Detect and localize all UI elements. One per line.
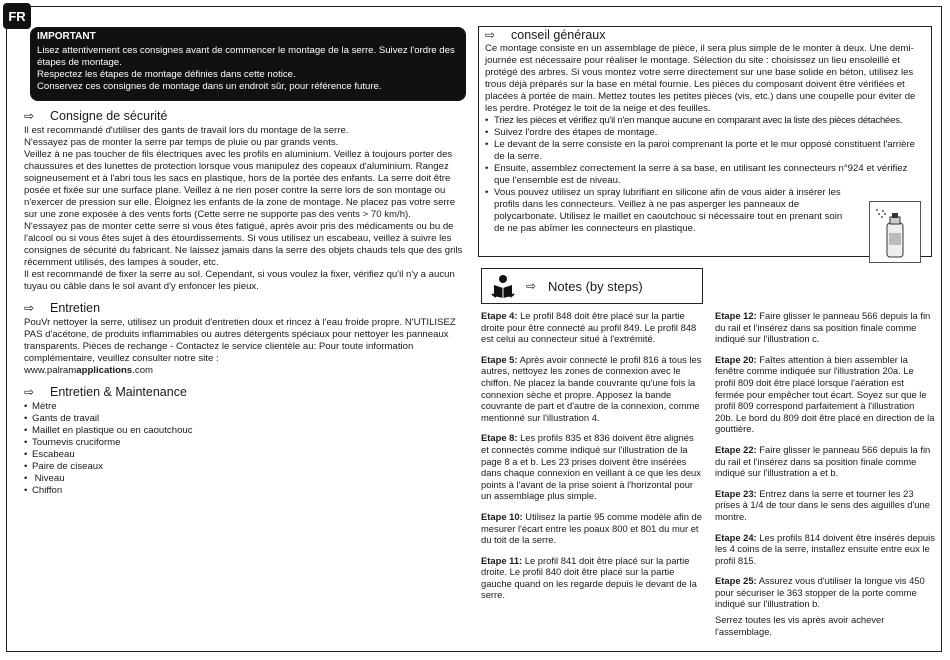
url-suffix: .com <box>132 365 154 376</box>
arrow-right-outline-icon: ⇨ <box>526 279 537 293</box>
conseil-heading <box>485 29 925 41</box>
website-link[interactable] <box>24 365 464 377</box>
step-note <box>715 488 935 523</box>
step-text: Faire glisser le panneau 566 depuis la fin du rail et l'insérez dans sa position finale comme indiqué sur l'illustration a et b. <box>715 443 931 479</box>
arrow-right-outline-icon: ⇨ <box>485 28 496 42</box>
step-text: Les profils 814 doivent être insérés depuis les 4 coins de la serre, installez ensuite entre eux le profil 815. <box>715 531 935 566</box>
list-item: • Gants de travail <box>24 413 464 425</box>
closing-note: Serrez toutes les vis après avoir achever l'assemblage. <box>715 614 885 637</box>
important-title: IMPORTANT <box>37 31 96 42</box>
step-text: Les profils 835 et 836 doivent être alignés et connectés comme indiqué sur l'illustration de la page 8 a et b. Les 23 prises doivent être insérées dans chaque connexion en veillant à ce que les deux points à l'avant de la prise soient à l'horizontal pour un assemblage plus simple. <box>481 432 701 502</box>
conseil-box <box>478 26 932 257</box>
entretien-section <box>24 302 464 377</box>
safety-paragraph: N'essayez pas de monter la serre par temps de pluie ou par grands vents. <box>24 137 339 148</box>
conseil-intro: Ce montage consiste en un assemblage de pièce, il sera plus simple de le monter à deux. Une demi-journée est nécessaire pour réaliser le montage. Sélection du site : choisissez un lieu ensoleillé et protégé des arbres. Si vous montez votre serre directement sur une base solide en béton, utilisez les trous déjà préparés sur la base en métal fournie. Les pièces du composant doivent être vérifiées et placées à portée de main. Mettez toutes les petites pièces (vis, etc.) dans une coupelle pour éviter de les perdre. Protégez le toit de la neige et des feuilles. <box>485 43 916 114</box>
list-item: • Tournevis cruciforme <box>24 437 464 449</box>
step-note <box>715 310 935 345</box>
step-note <box>481 555 703 601</box>
arrow-right-outline-icon: ⇨ <box>24 109 35 123</box>
step-note <box>715 354 935 435</box>
safety-paragraph: Veillez à ne pas toucher de fils électriques avec les profils en aluminium. Veillez à toujours porter des chaussures et des lunettes de protection lorsque vous manipulez des copeaux d'aluminium. Rangez soigneusement et à l'abri tous les sacs en plastique, hors de la portée des enfants. La serre doit être posée et fixée sur une surface plane. Veillez à ne rien poser contre la serre lors de son montage ou n'exercer de pression sur elle. Éloignez les enfants de la zone de montage. Ne placez pas votre serre sur une zone exposée à des vents forts (Cette serre ne supporte pas des vents > 70 km/h). <box>24 149 456 220</box>
arrow-right-outline-icon: ⇨ <box>24 385 35 399</box>
conseil-heading-text: conseil généraux <box>511 28 606 42</box>
step-text: Assurez vous d'utiliser la longue vis 450 pour sécuriser le 363 stopper de la porte comme indiqué sur l'illustration b. <box>715 575 925 610</box>
steps-column-1 <box>481 310 703 610</box>
person-reading-icon <box>490 273 516 299</box>
maintenance-heading <box>24 386 464 398</box>
safety-paragraph: Il est recommandé de fixer la serre au sol. Cependant, si vous voulez la fixer, vérifiez qu'il n'y a aucun tuyau ou câble dans le sol avant d'y enfoncer les pieux. <box>24 269 455 292</box>
list-item: • Maillet en plastique ou en caoutchouc <box>24 425 464 437</box>
step-label: Etape 25: <box>715 575 757 587</box>
step-text: Faire glisser le panneau 566 depuis la fin du rail et l'insérez dans sa position finale comme indiqué sur l'illustration c. <box>715 310 931 345</box>
safety-paragraph: Il est recommandé d'utiliser des gants de travail lors du montage de la serre. <box>24 125 349 136</box>
url-bold: applications <box>76 365 133 376</box>
step-label: Etape 20: <box>715 353 757 365</box>
list-item: • Suivez l'ordre des étapes de montage. <box>485 127 925 139</box>
url-prefix: www.palram <box>24 365 77 376</box>
safety-section <box>24 110 464 293</box>
list-item: • Niveau <box>24 473 464 485</box>
notes-header <box>481 268 703 304</box>
step-note <box>715 532 935 567</box>
list-item: • Vous pouvez utilisez un spray lubrifiant en silicone afin de vous aider à insérer les profils dans les connecteurs. Veillez à ne pas asperger les panneaux de polycarbonate. Utilisez le maillet en caoutchouc si nécessaire tout en prenant soin de ne pas abîmer les connecteurs en plastique. <box>485 187 925 235</box>
step-text: Le profil 848 doit être placé sur la partie droite pour être connecté au profil 849. Le profil 848 est celui au connecteur situé à l'extrémité. <box>481 310 697 345</box>
step-text: Le profil 841 doit être placé sur la partie droite. Le profil 840 doit être placé sur la partie gauche quand on les regarde depuis le devant de la serre. <box>481 554 697 601</box>
safety-heading <box>24 110 464 122</box>
list-item: • Escabeau <box>24 449 464 461</box>
important-line: Conservez ces consignes de montage dans un endroit sûr, pour référence future. <box>37 81 382 92</box>
language-badge: FR <box>3 3 31 29</box>
steps-column-2 <box>715 310 935 646</box>
step-text: Entrez dans la serre et tourner les 23 prises à 1/4 de tour dans le sens des aiguilles d'une montre. <box>715 487 930 522</box>
entretien-heading-text: Entretien <box>50 301 101 315</box>
step-label: Etape 23: <box>715 487 757 499</box>
list-item: • Mètre <box>24 401 464 413</box>
safety-heading-text: Consigne de sécurité <box>50 109 168 123</box>
step-label: Etape 12: <box>715 310 757 321</box>
step-note <box>715 444 935 479</box>
step-note <box>715 575 935 610</box>
step-note <box>481 432 703 502</box>
notes-heading: Notes (by steps) <box>548 278 643 294</box>
list-item: • Triez les pièces et vérifiez qu'il n'en manque aucune en comparant avec la liste des pièces détachées. <box>485 115 925 127</box>
step-label: Etape 11: <box>481 554 523 566</box>
step-label: Etape 24: <box>715 531 757 543</box>
step-text: Faîtes attention à bien assembler la fenêtre comme indiquée sur l'illustration 20a. Le profil 809 doit être placé lorsque l'aération est fermée pour empêcher tout écart. Soyez sur que le profil 809 correspond parfaitement à l'illustration 20b. Le bord du 809 doit être placé en direction de la gouttière. <box>715 353 935 435</box>
tool-list <box>24 401 464 497</box>
arrow-right-outline-icon: ⇨ <box>24 301 35 315</box>
left-column <box>24 110 464 506</box>
important-line: Lisez attentivement ces consignes avant de commencer le montage de la serre. Suivez l'ordre des étapes de montage. <box>37 45 455 68</box>
step-text: Utilisez la partie 95 comme modèle afin de mesurer l'écart entre les poaux 800 et 801 du mur et du toit de la serre. <box>481 510 702 546</box>
step-label: Etape 4: <box>481 310 518 321</box>
step-label: Etape 5: <box>481 353 518 365</box>
important-line: Respectez les étapes de montage définies dans cette notice. <box>37 69 296 80</box>
step-note <box>481 511 703 546</box>
step-label: Etape 8: <box>481 432 518 444</box>
entretien-heading <box>24 302 464 314</box>
step-label: Etape 10: <box>481 510 523 522</box>
step-text: Après avoir connecté le profil 816 à tous les autres, nettoyez les zones de connexion avec le chiffon. Ne placez la bande couvrante qu'une fois la connexion sèche et propre. Apposez la bande couvrante de part et d'autre de la connexion, comme mentionné sur l'illustration 4. <box>481 353 702 423</box>
step-label: Etape 22: <box>715 443 757 455</box>
spray-can-icon <box>869 201 921 263</box>
conseil-list <box>485 115 925 235</box>
important-box <box>30 27 466 101</box>
maintenance-section <box>24 386 464 497</box>
list-item: • Ensuite, assemblez correctement la serre à sa base, en utilisant les connecteurs n°924 et vérifiez que l'ensemble est de niveau. <box>485 163 925 187</box>
list-item: • Paire de ciseaux <box>24 461 464 473</box>
list-item: • Le devant de la serre consiste en la paroi comprenant la porte et le mur opposé constituent l'arrière de la serre. <box>485 139 925 163</box>
step-note <box>481 354 703 424</box>
safety-paragraph: N'essayez pas de monter cette serre si vous êtes fatigué, après avoir pris des médicaments ou bu de l'alcool ou si vous êtes sujet à des étourdissements. Si vous utilisez un escabeau, veillez à suivre les consignes de sécurité du fabricant. Ne laissez jamais dans la serre des objets chauds tels que des grils récemment utilisés, des lampes à souder, etc. <box>24 221 463 268</box>
list-item: • Chiffon <box>24 485 464 497</box>
maintenance-heading-text: Entretien & Maintenance <box>50 385 187 399</box>
entretien-paragraph: PouVr nettoyer la serre, utilisez un produit d'entretien doux et rincez à l'eau froide propre. N'UTILISEZ PAS d'acétone, de produits inflammables ou autres détergents spéciaux pour nettoyer les panneaux transparents. Pièces de rechange - Contactez le service clientèle au: Pour toute information complémentaire, veuillez consulter notre site : <box>24 317 456 364</box>
step-note <box>481 310 703 345</box>
